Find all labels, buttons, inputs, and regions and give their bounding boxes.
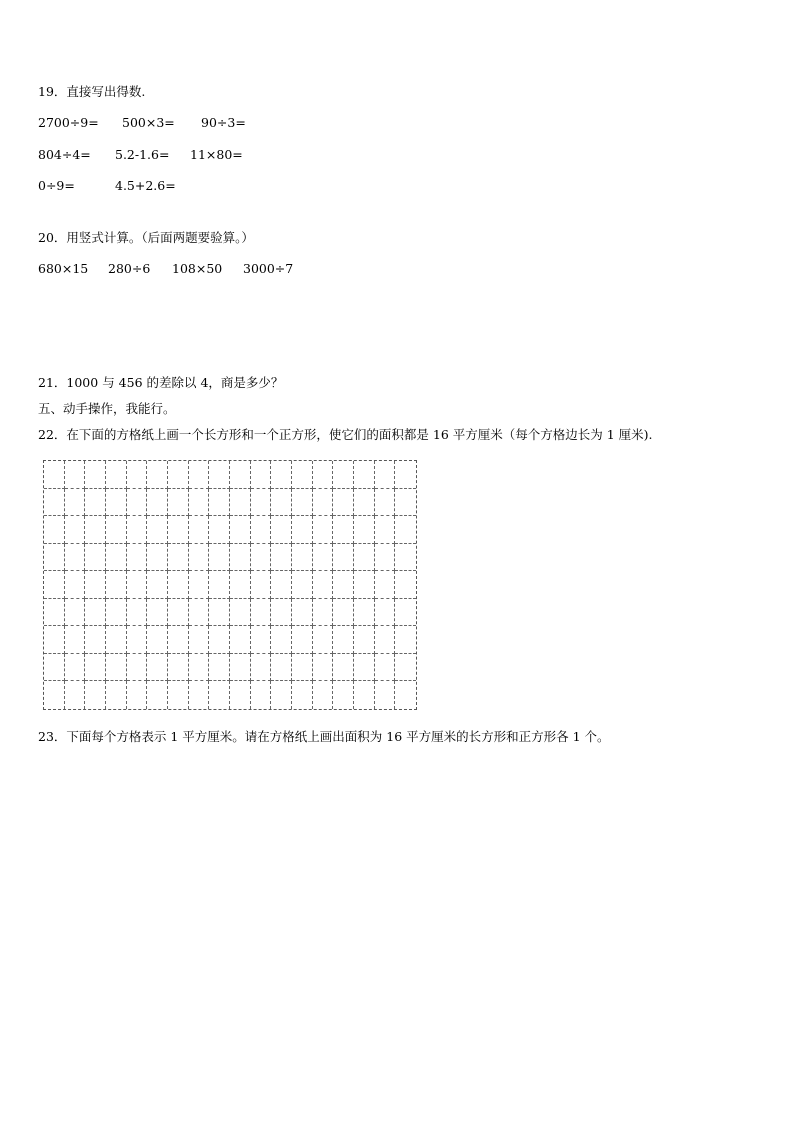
grid-cell[interactable] — [65, 599, 86, 627]
grid-cell[interactable] — [168, 626, 189, 654]
grid-cell[interactable] — [230, 681, 251, 709]
grid-cell[interactable] — [85, 654, 106, 682]
grid-cell[interactable] — [395, 681, 416, 709]
grid-cell[interactable] — [271, 544, 292, 572]
grid-cell[interactable] — [147, 489, 168, 517]
grid-cell[interactable] — [106, 654, 127, 682]
grid-cell[interactable] — [85, 489, 106, 517]
question-23-title: 23．下面每个方格表示 1 平方厘米。请在方格纸上画出面积为 16 平方厘米的长方形和正方形各 1 个。 — [38, 729, 610, 744]
grid-cell[interactable] — [271, 626, 292, 654]
grid-cell[interactable] — [85, 599, 106, 627]
grid-cell[interactable] — [395, 489, 416, 517]
grid-cell[interactable] — [189, 489, 210, 517]
grid-cell[interactable] — [292, 571, 313, 599]
grid-cell[interactable] — [313, 516, 334, 544]
grid-cell[interactable] — [230, 544, 251, 572]
grid-cell[interactable] — [251, 461, 272, 489]
grid-cell[interactable] — [65, 681, 86, 709]
grid-cell[interactable] — [313, 599, 334, 627]
grid-cell[interactable] — [209, 516, 230, 544]
grid-cell[interactable] — [354, 489, 375, 517]
grid-cell[interactable] — [230, 461, 251, 489]
grid-cell[interactable] — [209, 461, 230, 489]
grid-cell[interactable] — [65, 654, 86, 682]
grid-cell[interactable] — [106, 461, 127, 489]
grid-cell[interactable] — [189, 626, 210, 654]
question-21-title: 21．1000 与 456 的差除以 4，商是多少？ — [38, 375, 284, 390]
grid-cell[interactable] — [375, 516, 396, 544]
grid-cell[interactable] — [230, 516, 251, 544]
grid-cell[interactable] — [395, 571, 416, 599]
grid-cell[interactable] — [106, 599, 127, 627]
grid-cell[interactable] — [209, 681, 230, 709]
grid-cell[interactable] — [106, 516, 127, 544]
grid-cell[interactable] — [147, 571, 168, 599]
grid-cell[interactable] — [375, 681, 396, 709]
grid-cell[interactable] — [292, 654, 313, 682]
q19-expr-2-2: 5.2-1.6= — [115, 147, 170, 162]
grid-paper[interactable] — [43, 460, 417, 710]
grid-cell[interactable] — [375, 599, 396, 627]
grid-cell[interactable] — [44, 681, 65, 709]
grid-cell[interactable] — [147, 516, 168, 544]
grid-cell[interactable] — [189, 461, 210, 489]
grid-cell[interactable] — [251, 654, 272, 682]
grid-cell[interactable] — [354, 626, 375, 654]
grid-cell[interactable] — [292, 489, 313, 517]
grid-cell[interactable] — [65, 544, 86, 572]
grid-cell[interactable] — [147, 599, 168, 627]
grid-cell[interactable] — [44, 544, 65, 572]
grid-cell[interactable] — [313, 654, 334, 682]
grid-cell[interactable] — [127, 571, 148, 599]
grid-cell[interactable] — [230, 571, 251, 599]
grid-cell[interactable] — [313, 489, 334, 517]
q19-expr-3-2: 4.5+2.6= — [115, 178, 176, 193]
grid-cell[interactable] — [271, 654, 292, 682]
grid-cell[interactable] — [395, 626, 416, 654]
grid-cell[interactable] — [44, 626, 65, 654]
grid-cell[interactable] — [354, 681, 375, 709]
grid-cell[interactable] — [168, 516, 189, 544]
grid-cell[interactable] — [44, 654, 65, 682]
grid-cell[interactable] — [85, 571, 106, 599]
grid-cell[interactable] — [106, 626, 127, 654]
grid-cell[interactable] — [209, 571, 230, 599]
grid-cell[interactable] — [85, 461, 106, 489]
grid-cell[interactable] — [189, 516, 210, 544]
grid-cell[interactable] — [230, 599, 251, 627]
grid-cell[interactable] — [333, 654, 354, 682]
grid-cell[interactable] — [313, 571, 334, 599]
q20-item-2: 280÷6 — [108, 261, 151, 276]
grid-cell[interactable] — [251, 516, 272, 544]
grid-cell[interactable] — [271, 571, 292, 599]
grid-cell[interactable] — [44, 516, 65, 544]
grid-cell[interactable] — [333, 571, 354, 599]
grid-cell[interactable] — [375, 544, 396, 572]
grid-cell[interactable] — [313, 626, 334, 654]
grid-cell[interactable] — [106, 489, 127, 517]
grid-cell[interactable] — [251, 599, 272, 627]
grid-cell[interactable] — [333, 489, 354, 517]
grid-cell[interactable] — [375, 489, 396, 517]
grid-cell[interactable] — [65, 461, 86, 489]
grid-cell[interactable] — [147, 544, 168, 572]
q19-expr-1-3: 90÷3= — [201, 115, 246, 130]
grid-cell[interactable] — [271, 461, 292, 489]
grid-cell[interactable] — [168, 654, 189, 682]
grid-cell[interactable] — [168, 681, 189, 709]
grid-cell[interactable] — [333, 681, 354, 709]
grid-cell[interactable] — [209, 489, 230, 517]
grid-cell[interactable] — [292, 681, 313, 709]
grid-cell[interactable] — [375, 461, 396, 489]
grid-cell[interactable] — [333, 544, 354, 572]
grid-cell[interactable] — [271, 489, 292, 517]
question-19-title: 19．直接写出得数. — [38, 84, 146, 99]
grid-cell[interactable] — [127, 461, 148, 489]
grid-cell[interactable] — [127, 489, 148, 517]
grid-cell[interactable] — [354, 599, 375, 627]
grid-cell[interactable] — [333, 516, 354, 544]
grid-cell[interactable] — [168, 461, 189, 489]
grid-cell[interactable] — [44, 599, 65, 627]
grid-cell[interactable] — [147, 461, 168, 489]
grid-cell[interactable] — [85, 626, 106, 654]
grid-cell[interactable] — [44, 571, 65, 599]
grid-cell[interactable] — [333, 599, 354, 627]
grid-cell[interactable] — [354, 544, 375, 572]
q20-item-1: 680×15 — [38, 261, 89, 276]
grid-cell[interactable] — [44, 489, 65, 517]
grid-cell[interactable] — [271, 599, 292, 627]
grid-cell[interactable] — [354, 461, 375, 489]
grid-cell[interactable] — [65, 516, 86, 544]
grid-cell[interactable] — [209, 544, 230, 572]
grid-cell[interactable] — [292, 599, 313, 627]
grid-cell[interactable] — [251, 681, 272, 709]
grid-cell[interactable] — [168, 489, 189, 517]
grid-cell[interactable] — [251, 571, 272, 599]
grid-cell[interactable] — [271, 516, 292, 544]
grid-cell[interactable] — [333, 626, 354, 654]
grid-cell[interactable] — [230, 654, 251, 682]
grid-cell[interactable] — [127, 654, 148, 682]
grid-cell[interactable] — [354, 516, 375, 544]
grid-cell[interactable] — [65, 626, 86, 654]
grid-cell[interactable] — [375, 626, 396, 654]
grid-cell[interactable] — [395, 654, 416, 682]
grid-cell[interactable] — [147, 681, 168, 709]
grid-cell[interactable] — [354, 654, 375, 682]
q19-expr-1-1: 2700÷9= — [38, 115, 99, 130]
q19-expr-2-1: 804÷4= — [38, 147, 91, 162]
grid-cell[interactable] — [106, 544, 127, 572]
grid-cell[interactable] — [147, 626, 168, 654]
question-20-title: 20．用竖式计算。（后面两题要验算。） — [38, 230, 254, 245]
grid-cell[interactable] — [251, 626, 272, 654]
grid-cell[interactable] — [189, 654, 210, 682]
q20-item-3: 108×50 — [172, 261, 223, 276]
grid-cell[interactable] — [65, 571, 86, 599]
grid-cell[interactable] — [85, 516, 106, 544]
grid-cell[interactable] — [292, 544, 313, 572]
grid-cell[interactable] — [168, 544, 189, 572]
grid-cell[interactable] — [85, 544, 106, 572]
grid-cell[interactable] — [209, 654, 230, 682]
grid-cell[interactable] — [127, 516, 148, 544]
grid-cell[interactable] — [251, 489, 272, 517]
grid-cell[interactable] — [292, 626, 313, 654]
grid-cell[interactable] — [44, 461, 65, 489]
grid-cell[interactable] — [209, 599, 230, 627]
question-22-title: 22．在下面的方格纸上画一个长方形和一个正方形，使它们的面积都是 16 平方厘米（每个方格边长为 1 厘米). — [38, 427, 653, 442]
grid-cell[interactable] — [209, 626, 230, 654]
grid-cell[interactable] — [189, 681, 210, 709]
grid-cell[interactable] — [354, 571, 375, 599]
q19-expr-2-3: 11×80= — [190, 147, 243, 162]
grid-cell[interactable] — [313, 681, 334, 709]
grid-cell[interactable] — [189, 571, 210, 599]
q20-item-4: 3000÷7 — [243, 261, 294, 276]
grid-cell[interactable] — [395, 599, 416, 627]
grid-cell[interactable] — [65, 489, 86, 517]
grid-cell[interactable] — [168, 599, 189, 627]
grid-cell[interactable] — [313, 544, 334, 572]
grid-cell[interactable] — [147, 654, 168, 682]
grid-cell[interactable] — [375, 654, 396, 682]
q19-expr-3-1: 0÷9= — [38, 178, 75, 193]
grid-cell[interactable] — [271, 681, 292, 709]
grid-cell[interactable] — [292, 461, 313, 489]
grid-cell[interactable] — [333, 461, 354, 489]
grid-cell[interactable] — [85, 681, 106, 709]
grid-cell[interactable] — [106, 681, 127, 709]
section-5-title: 五、动手操作，我能行。 — [38, 401, 176, 416]
grid-cell[interactable] — [230, 626, 251, 654]
q19-expr-1-2: 500×3= — [122, 115, 175, 130]
grid-cell[interactable] — [127, 681, 148, 709]
grid-cell[interactable] — [106, 571, 127, 599]
grid-cell[interactable] — [292, 516, 313, 544]
grid-cell[interactable] — [127, 544, 148, 572]
grid-cell[interactable] — [313, 461, 334, 489]
grid-cell[interactable] — [189, 599, 210, 627]
grid-cell[interactable] — [395, 516, 416, 544]
grid-cell[interactable] — [230, 489, 251, 517]
grid-cell[interactable] — [395, 461, 416, 489]
grid-cell[interactable] — [395, 544, 416, 572]
grid-cell[interactable] — [127, 626, 148, 654]
grid-cell[interactable] — [127, 599, 148, 627]
grid-cell[interactable] — [375, 571, 396, 599]
grid-cell[interactable] — [168, 571, 189, 599]
grid-cell[interactable] — [251, 544, 272, 572]
grid-cell[interactable] — [189, 544, 210, 572]
